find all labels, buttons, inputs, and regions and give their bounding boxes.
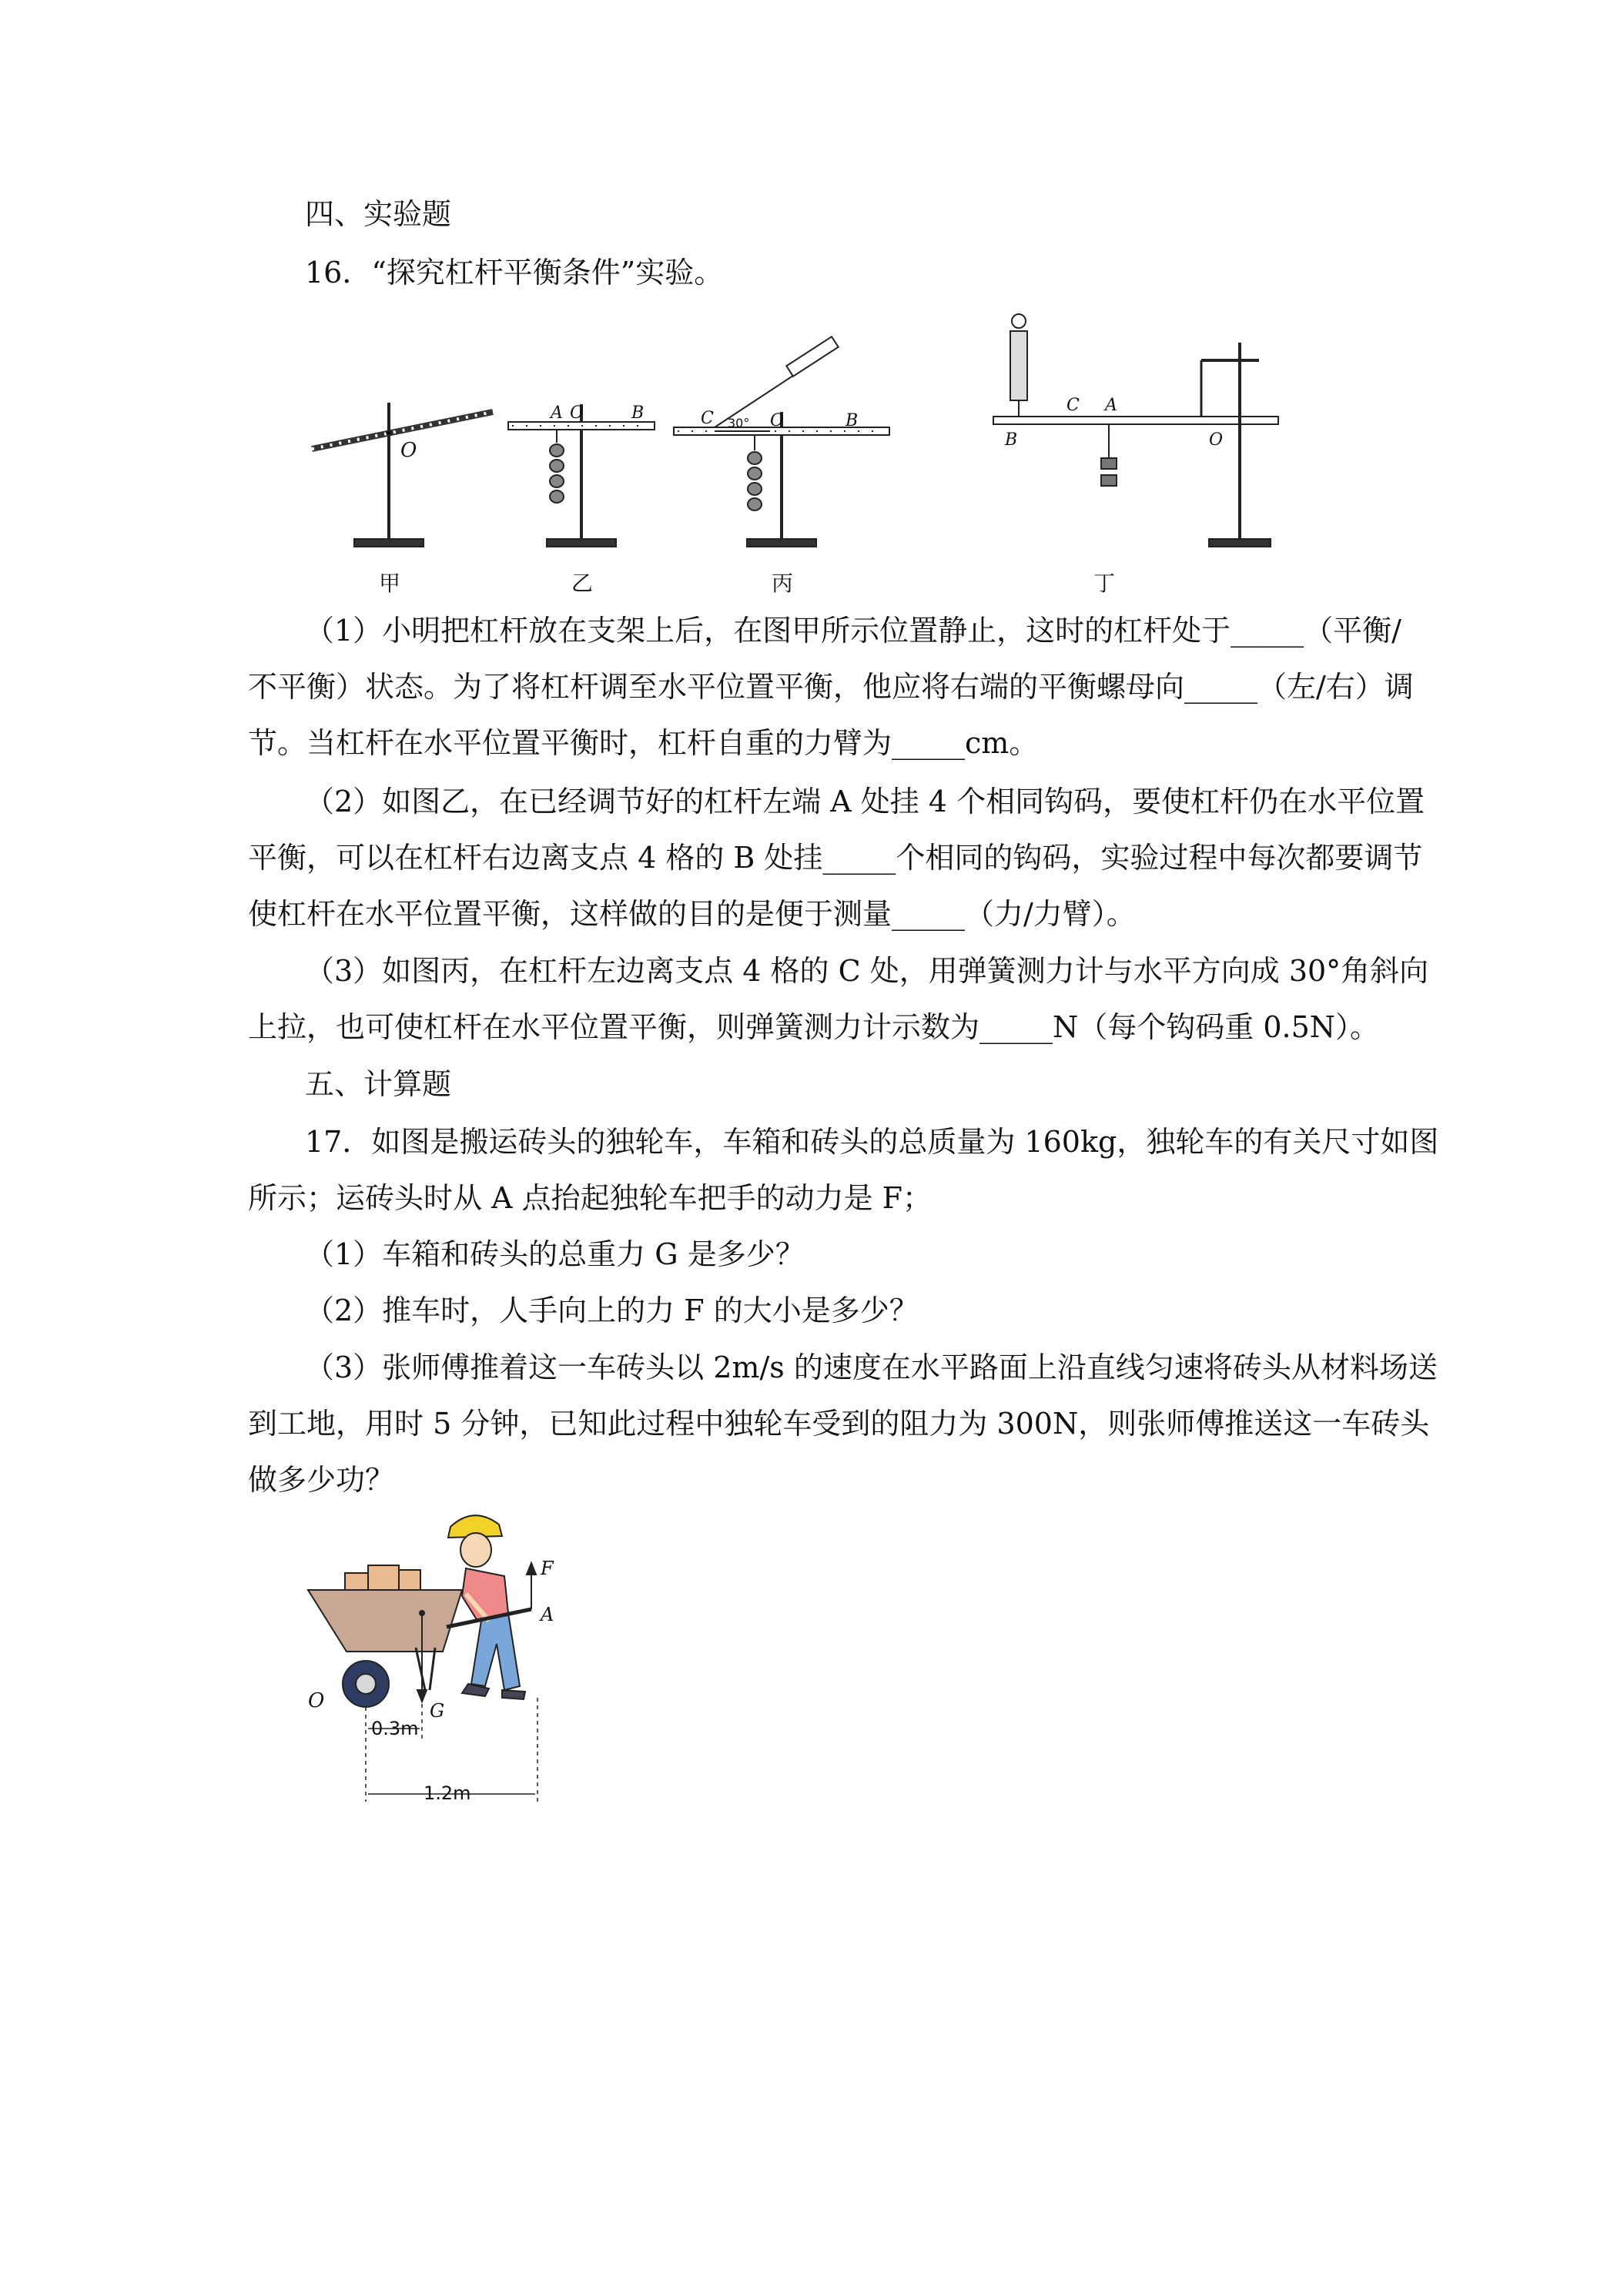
fig-bing-label-c: C (701, 409, 714, 428)
q17-sub3-line1: （3）张师傅推着这一车砖头以 2m/s 的速度在水平路面上沿直线匀速将砖头从材料场送 (305, 1350, 1438, 1384)
fig-bing-label-o: O (770, 411, 785, 430)
q16-p1-line2: 不平衡）状态。为了将杠杆调至水平位置平衡，他应将右端的平衡螺母向_____（左/右）调 (248, 670, 1414, 704)
fig-yi-label-b: B (631, 403, 645, 423)
figure-jia (312, 403, 493, 547)
fig-caption-bing: 丙 (772, 571, 794, 596)
fig-yi-label-a: A (551, 403, 563, 423)
fig-ding-label-o: O (1209, 430, 1224, 450)
fig-caption-jia: 甲 (379, 571, 401, 596)
fig-ding-label-c: C (1066, 396, 1080, 415)
fig-caption-ding: 丁 (1093, 571, 1116, 596)
q16-p2-line3: 使杠杆在水平位置平衡，这样做的目的是便于测量_____（力/力臂）。 (248, 897, 1136, 931)
wb-label-a: A (541, 1604, 554, 1625)
wb-dim-0-3m: 0.3m (371, 1718, 419, 1739)
q16-p1-line1: （1）小明把杠杆放在支架上后，在图甲所示位置静止，这时的杠杆处于_____（平衡/ (305, 614, 1401, 648)
q17-stem-line1: 17．如图是搬运砖头的独轮车，车箱和砖头的总质量为 160kg，独轮车的有关尺寸如图 (305, 1125, 1439, 1159)
q16-p3-line1: （3）如图丙，在杠杆左边离支点 4 格的 C 处，用弹簧测力计与水平方向成 30°角斜向 (305, 954, 1429, 988)
q17-sub3-line2: 到工地，用时 5 分钟，已知此过程中独轮车受到的阻力为 300N，则张师傅推送这一车砖头 (248, 1407, 1430, 1441)
q17-sub1: （1）车箱和砖头的总重力 G 是多少？ (305, 1237, 805, 1271)
figure-bing (674, 336, 889, 547)
q16-p2-line1: （2）如图乙，在已经调节好的杠杆左端 A 处挂 4 个相同钩码，要使杠杆仍在水平位置 (305, 785, 1425, 818)
fig-ding-label-a: A (1105, 396, 1117, 415)
q16-p2-line2: 平衡，可以在杠杆右边离支点 4 格的 B 处挂_____个相同的钩码，实验过程中每次都要调节 (248, 841, 1423, 875)
q17-sub3-line3: 做多少功？ (248, 1463, 395, 1497)
fig-bing-label-b: B (845, 411, 859, 430)
figure-yi (508, 404, 655, 547)
worker (448, 1515, 525, 1699)
wb-label-g: G (430, 1700, 445, 1722)
q16-stem: 16．“探究杠杆平衡条件”实验。 (305, 256, 724, 290)
q16-p1-line3: 节。当杠杆在水平位置平衡时，杠杆自重的力臂为_____cm。 (248, 726, 1039, 760)
figure-ding (993, 314, 1278, 547)
q16-lever-figures (293, 304, 1294, 597)
section-heading-4: 四、实验题 (305, 197, 452, 231)
q17-stem-line2: 所示；运砖头时从 A 点抬起独轮车把手的动力是 F； (248, 1181, 933, 1215)
section-heading-5: 五、计算题 (305, 1067, 452, 1101)
fig-bing-label-angle: 30° (728, 416, 750, 430)
q16-p3-line2: 上拉，也可使杠杆在水平位置平衡，则弹簧测力计示数为_____N（每个钩码重 0.5N）。 (248, 1010, 1380, 1044)
wb-label-o: O (308, 1689, 325, 1712)
q17-wheelbarrow-figure (300, 1505, 608, 1806)
q17-sub2: （2）推车时，人手向上的力 F 的大小是多少？ (305, 1294, 919, 1327)
fig-yi-label-o: O (570, 403, 584, 423)
wb-label-f: F (541, 1558, 554, 1579)
fig-caption-yi: 乙 (571, 571, 594, 596)
fig-ding-label-b: B (1005, 430, 1018, 450)
fig-jia-label-o: O (400, 439, 417, 462)
wb-dim-1-2m: 1.2m (424, 1782, 471, 1804)
